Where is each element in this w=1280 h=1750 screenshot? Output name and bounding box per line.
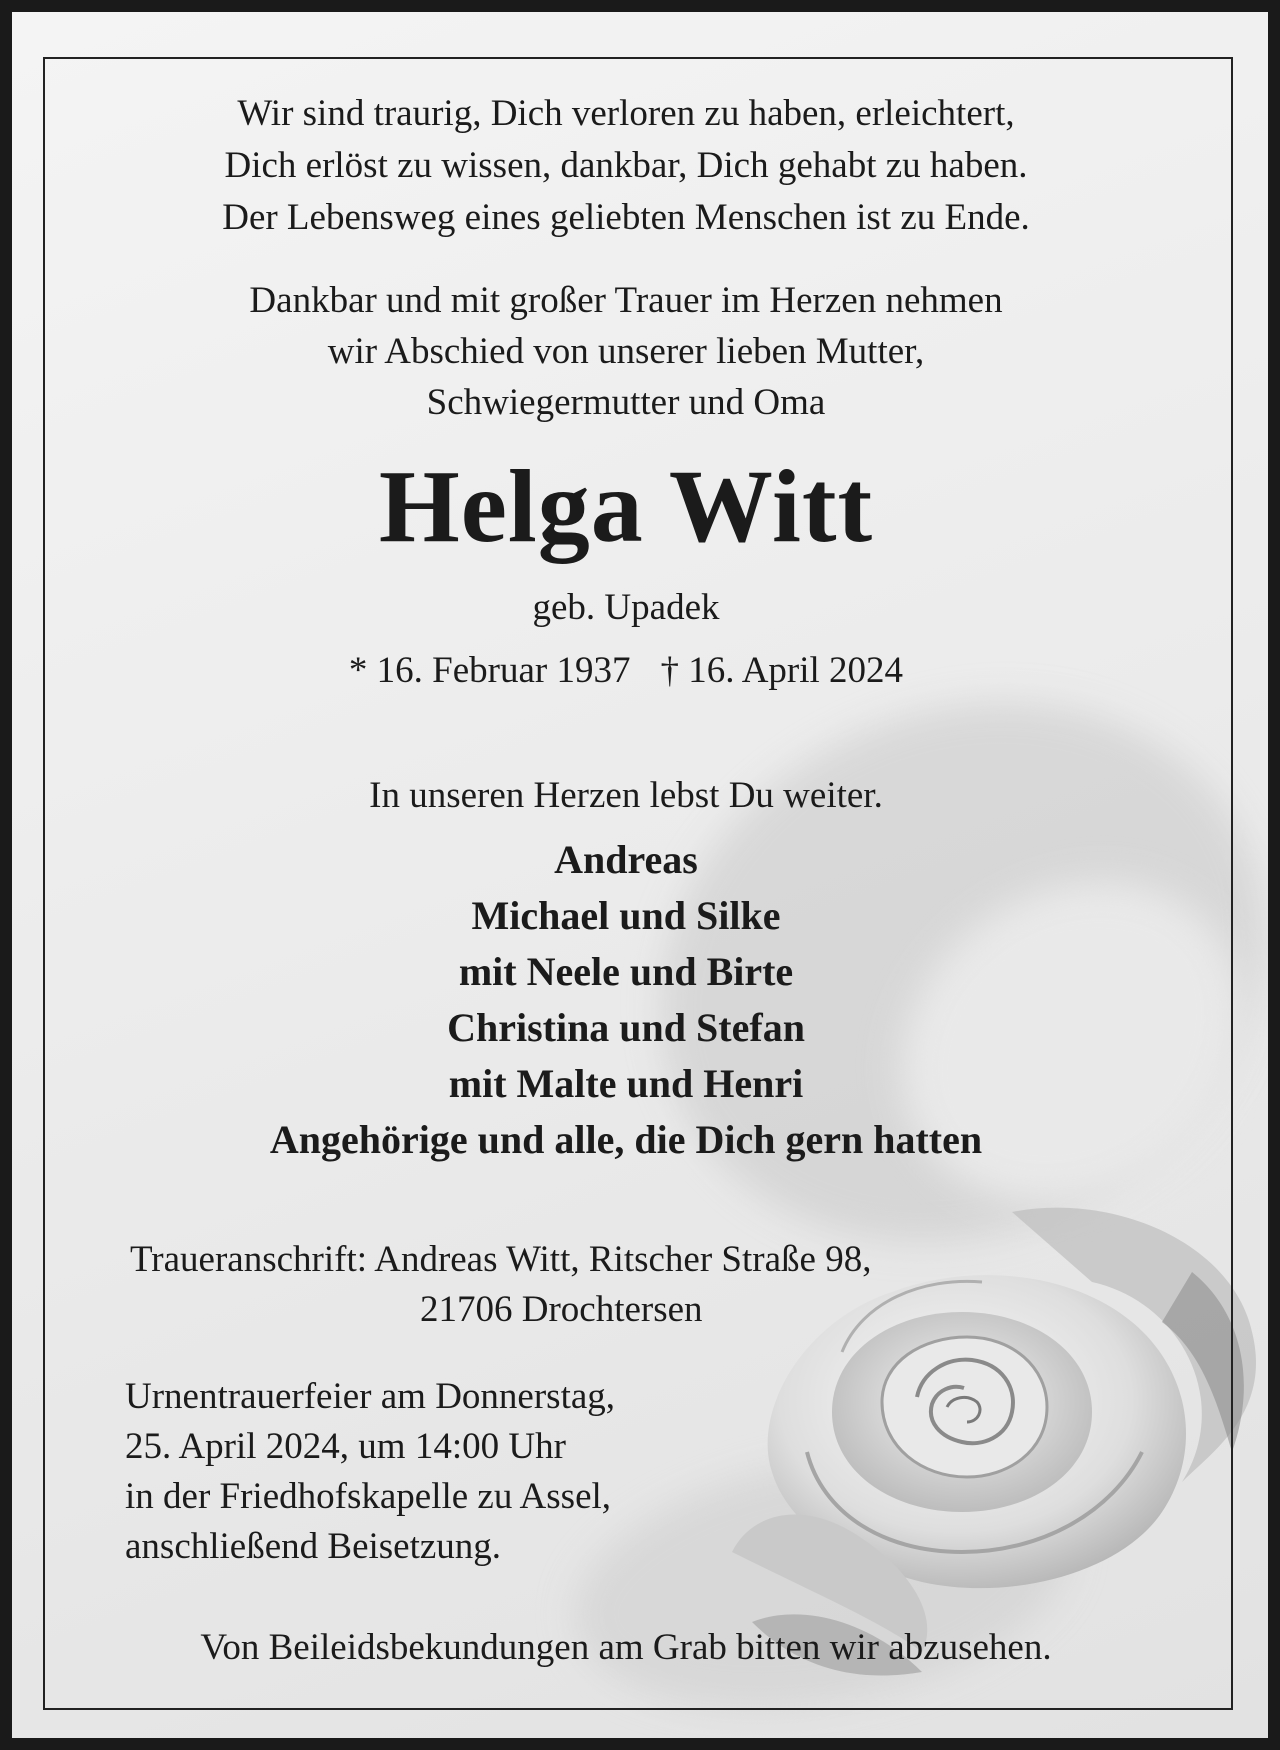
mourner-entry: mit Neele und Birte (458, 949, 794, 994)
mourning-address (130, 1235, 871, 1335)
mourners-list (31, 832, 1221, 1168)
intro-line: Schwiegermutter und Oma (426, 382, 826, 423)
mourner-entry: Angehörige und alle, die Dich gern hatten (269, 1117, 983, 1162)
memorial-motto: In unseren Herzen lebst Du weiter. (369, 775, 883, 816)
address-line: Traueranschrift: Andreas Witt, Ritscher Straße 98, (130, 1239, 872, 1280)
mourner-entry: Andreas (554, 837, 698, 882)
service-line: in der Friedhofskapelle zu Assel, (125, 1476, 612, 1517)
intro-line: Dankbar und mit großer Trauer im Herzen nehmen (249, 280, 1003, 321)
verse-line: Dich erlöst zu wissen, dankbar, Dich gehabt zu haben. (224, 145, 1028, 186)
mourner-entry: Michael und Silke (471, 893, 781, 938)
service-line: Urnentrauerfeier am Donnerstag, (125, 1376, 616, 1417)
deceased-name: Helga Witt (378, 449, 874, 564)
mourner-entry: Christina und Stefan (447, 1005, 805, 1050)
farewell-intro (31, 275, 1221, 428)
service-line: anschließend Beisetzung. (125, 1526, 502, 1567)
opening-verse (31, 88, 1221, 244)
verse-line: Wir sind traurig, Dich verloren zu haben, erleichtert, (237, 93, 1015, 134)
verse-line: Der Lebensweg eines geliebten Menschen ist zu Ende. (222, 197, 1030, 238)
service-details (125, 1372, 615, 1572)
birth-date: * 16. Februar 1937 (348, 650, 631, 691)
intro-line: wir Abschied von unserer lieben Mutter, (327, 331, 925, 372)
address-line: 21706 Drochtersen (420, 1289, 703, 1330)
closing-note: Von Beileidsbekundungen am Grab bitten wir abzusehen. (200, 1627, 1052, 1668)
life-dates (31, 648, 1221, 694)
service-line: 25. April 2024, um 14:00 Uhr (125, 1426, 566, 1467)
maiden-name: geb. Upadek (532, 587, 720, 628)
mourner-entry: mit Malte und Henri (448, 1061, 804, 1106)
death-date: † 16. April 2024 (660, 650, 904, 691)
